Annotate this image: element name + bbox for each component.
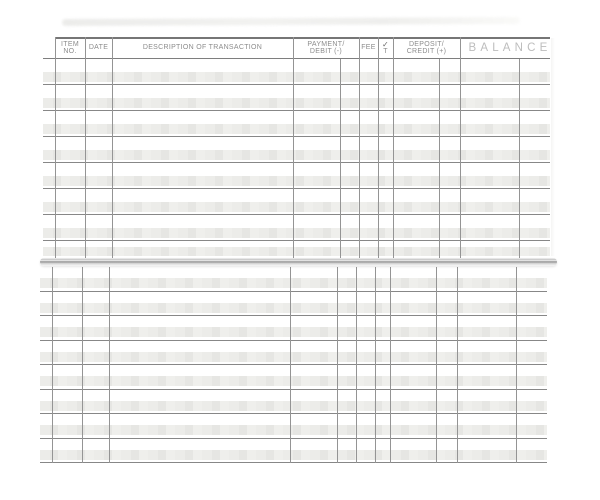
header-item-no-line1: ITEM <box>61 40 79 48</box>
row-shade-band <box>43 176 550 186</box>
row-shade-band <box>43 150 550 160</box>
balance-cents-divider <box>519 59 520 258</box>
column-divider-fee-check <box>378 37 379 258</box>
row-shade-band <box>40 376 547 386</box>
register-row <box>40 316 547 341</box>
register-row <box>40 292 547 317</box>
register-row <box>40 267 547 292</box>
register-row <box>43 241 550 258</box>
register-row <box>40 365 547 390</box>
header-balance: BALANCE <box>468 42 552 54</box>
column-divider-date-desc <box>112 37 113 258</box>
page-top-edge-artifact <box>62 17 520 26</box>
balance-cents-divider <box>516 267 517 463</box>
header-date: DATE <box>88 44 109 52</box>
deposit-cents-divider <box>439 59 440 258</box>
row-shade-band <box>43 247 550 256</box>
header-cleared-check-column <box>378 38 393 58</box>
header-item-no <box>55 38 85 58</box>
page-edge-separator-bar <box>40 258 557 266</box>
column-divider-deposit-balance <box>460 37 461 258</box>
bottom-page-rows <box>40 267 547 463</box>
row-shade-band <box>40 303 547 313</box>
header-fee: FEE <box>361 44 376 52</box>
register-row <box>40 390 547 415</box>
column-divider-desc-payment <box>290 267 291 463</box>
register-row <box>40 341 547 366</box>
row-shade-band <box>43 98 550 108</box>
register-row <box>43 137 550 163</box>
register-row <box>43 215 550 241</box>
top-page-rows <box>43 59 550 258</box>
row-shade-band <box>43 228 550 238</box>
header-deposit-credit: DEPOSIT/ CREDIT (+) <box>406 40 447 55</box>
register-top-page <box>43 37 550 258</box>
row-shade-band <box>40 401 547 411</box>
register-row <box>43 59 550 85</box>
header-item-no-line2: NO. <box>63 48 77 55</box>
register-row <box>40 439 547 464</box>
row-shade-band <box>40 425 547 435</box>
payment-cents-divider <box>337 267 338 463</box>
deposit-cents-divider <box>436 267 437 463</box>
column-divider-date-desc <box>109 267 110 463</box>
register-row <box>40 414 547 439</box>
page-right-edge-shadow <box>551 38 555 256</box>
register-row <box>43 111 550 137</box>
row-shade-band <box>40 352 547 362</box>
register-bottom-page <box>40 267 547 463</box>
register-header-row <box>43 37 550 59</box>
register-row <box>43 85 550 111</box>
column-divider-item-date <box>82 267 83 463</box>
row-shade-band <box>40 450 547 460</box>
register-row <box>43 163 550 189</box>
payment-cents-divider <box>340 59 341 258</box>
column-divider-deposit-balance <box>457 267 458 463</box>
column-divider-check-deposit <box>393 37 394 258</box>
checkmark-icon: ✓ <box>381 39 389 49</box>
header-description: DESCRIPTION OF TRANSACTION <box>142 44 263 52</box>
column-divider-payment-fee <box>359 37 360 258</box>
row-shade-band <box>43 72 550 82</box>
column-divider-item-left <box>55 37 56 258</box>
column-divider-item-left <box>52 267 53 463</box>
header-check-letter: T <box>383 47 388 55</box>
column-divider-check-deposit <box>390 267 391 463</box>
column-divider-item-date <box>85 37 86 258</box>
header-payment-debit: PAYMENT/ DEBIT (-) <box>307 40 345 55</box>
row-shade-band <box>40 278 547 288</box>
row-shade-band <box>43 124 550 134</box>
column-divider-desc-payment <box>293 37 294 258</box>
register-row <box>43 189 550 215</box>
column-divider-payment-fee <box>356 267 357 463</box>
row-shade-band <box>40 327 547 337</box>
column-divider-fee-check <box>375 267 376 463</box>
row-shade-band <box>43 202 550 212</box>
